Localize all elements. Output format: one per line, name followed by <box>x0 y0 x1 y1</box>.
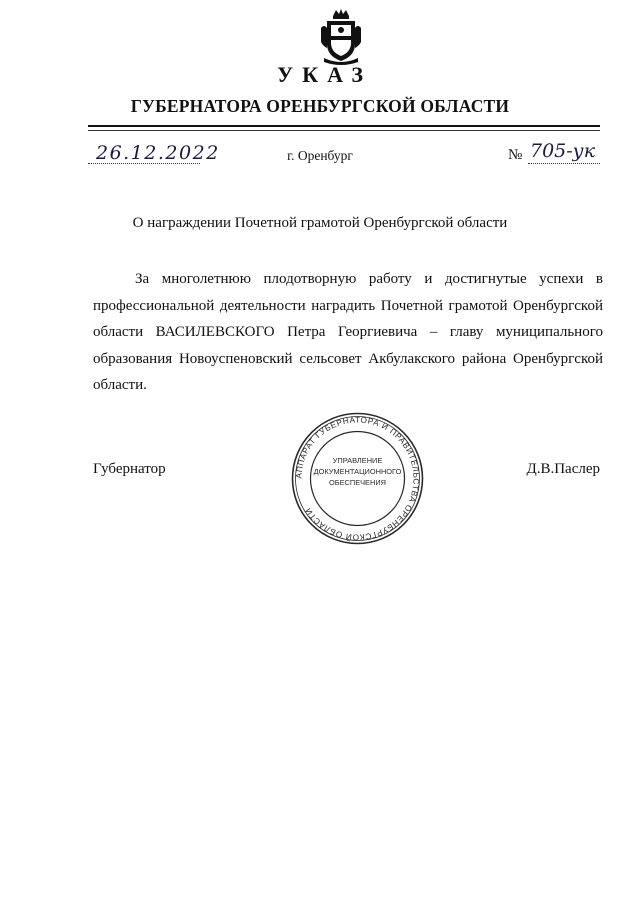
number-sign: № <box>508 147 523 163</box>
issuer-title: ГУБЕРНАТОРА ОРЕНБУРГСКОЙ ОБЛАСТИ <box>130 96 510 116</box>
stamp-line-1: УПРАВЛЕНИЕ <box>332 456 383 465</box>
header-divider-thick <box>88 125 600 127</box>
signer-name: Д.В.Паслер <box>526 461 600 477</box>
coat-of-arms-icon <box>318 8 364 66</box>
header-divider-thin <box>88 130 600 131</box>
handwritten-number: 705-ук <box>530 140 596 162</box>
decree-body: За многолетнюю плодотворную работу и достигнутые успехи в профессиональной деятельности наградить Почетной грамотой Оренбургской области ВАСИЛЕВСКОГО Петра Георгиевича – главу муниципального образования Новоуспеновский сельсовет Акбулакского района Оренбургской области. <box>93 271 603 393</box>
city-name: г. Оренбург <box>287 148 353 163</box>
stamp-outer-text: АППАРАТ ГУБЕРНАТОРА И ПРАВИТЕЛЬСТВА ОРЕНБУРГСКОЙ ОБЛАСТИ <box>294 415 421 542</box>
signer-role: Губернатор <box>93 461 166 477</box>
handwritten-date: 26.12.2022 <box>96 142 220 164</box>
stamp-line-2: ДОКУМЕНТАЦИОННОГО <box>313 467 402 476</box>
number-underline <box>528 163 600 164</box>
stamp-line-3: ОБЕСПЕЧЕНИЯ <box>329 478 386 487</box>
document-title: УКАЗ <box>276 62 373 87</box>
decree-subject: О награждении Почетной грамотой Оренбургской области <box>132 215 508 231</box>
official-stamp-icon <box>290 411 425 546</box>
